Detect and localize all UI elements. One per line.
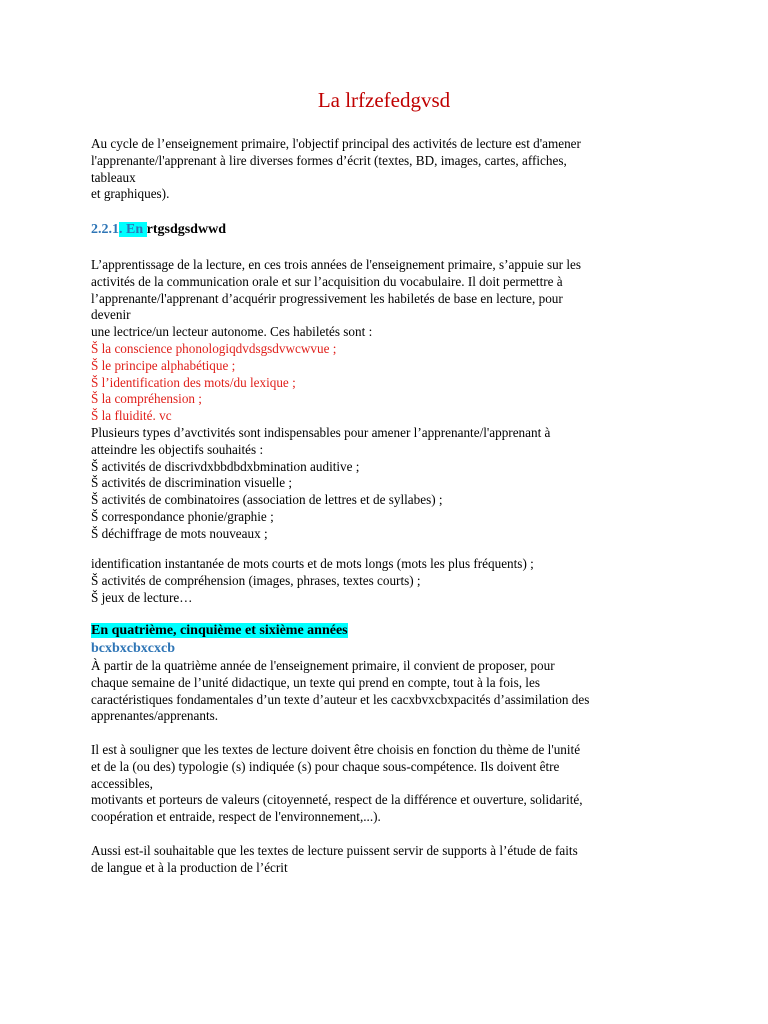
text-line: l’apprenante/l'apprenant d’acquérir progressivement les habiletés de base en lecture, pour bbox=[91, 290, 563, 306]
section-heading-text: En quatrième, cinquième et sixième années bbox=[91, 623, 348, 638]
section-highlight: . En bbox=[119, 222, 147, 237]
paragraph-choice bbox=[91, 742, 691, 826]
text-line: caractéristiques fondamentales d’un texte d’auteur et les cacxbvxcbxpacités d’assimilation des bbox=[91, 691, 590, 707]
text-line: Au cycle de l’enseignement primaire, l'objectif principal des activités de lecture est d'amener bbox=[91, 136, 581, 151]
list-item: Š activités de discrimination visuelle ; bbox=[91, 475, 293, 491]
section-heading-grades bbox=[91, 622, 348, 640]
document-title: La lrfzefedgvsd bbox=[317, 88, 451, 112]
paragraph-texts bbox=[91, 658, 691, 725]
text-line: devenir bbox=[91, 307, 131, 323]
list-item: Š activités de discrivdxbbdbdxbmination auditive ; bbox=[91, 458, 360, 474]
text-line: et de la (ou des) typologie (s) indiquée (s) pour chaque sous-compétence. Ils doivent être bbox=[91, 758, 560, 774]
list-item: Š la fluidité. vc bbox=[91, 408, 172, 424]
text-line: de langue et à la production de l’écrit bbox=[91, 859, 288, 875]
paragraph-activities bbox=[91, 556, 691, 606]
intro-paragraph bbox=[91, 136, 691, 203]
text-line: Aussi est-il souhaitable que les textes de lecture puissent servir de supports à l’étude de faits bbox=[91, 843, 578, 858]
list-item: Š correspondance phonie/graphie ; bbox=[91, 508, 274, 524]
section-title: rtgsdgsdwwd bbox=[146, 222, 226, 237]
text-line: une lectrice/un lecteur autonome. Ces habiletés sont : bbox=[91, 324, 373, 340]
list-item: Š déchiffrage de mots nouveaux ; bbox=[91, 525, 268, 541]
text-line: À partir de la quatrième année de l'enseignement primaire, il convient de proposer, pour bbox=[91, 658, 555, 673]
text-line: tableaux bbox=[91, 169, 136, 185]
list-item: Š activités de combinatoires (association de lettres et de syllabes) ; bbox=[91, 492, 443, 508]
text-line: identification instantanée de mots courts et de mots longs (mots les plus fréquents) ; bbox=[91, 556, 534, 571]
section-number: 2.2.1 bbox=[91, 222, 119, 237]
section-subheading: bcxbxcbxcxcb bbox=[91, 641, 175, 656]
list-item: Š la compréhension ; bbox=[91, 391, 202, 407]
text-line: Plusieurs types d’avctivités sont indispensables pour amener l’apprenante/l'apprenant à bbox=[91, 424, 551, 440]
list-item: Š l’identification des mots/du lexique ; bbox=[91, 374, 296, 390]
text-line: coopération et entraide, respect de l'environnement,...). bbox=[91, 809, 381, 825]
text-line: L’apprentissage de la lecture, en ces trois années de l'enseignement primaire, s’appuie sur les bbox=[91, 257, 582, 272]
section-heading-221 bbox=[91, 221, 226, 239]
list-item: Š le principe alphabétique ; bbox=[91, 357, 236, 373]
text-line: l'apprenante/l'apprenant à lire diverses formes d’écrit (textes, BD, images, cartes, affiches, bbox=[91, 152, 567, 168]
text-line: accessibles, bbox=[91, 775, 153, 791]
text-line: atteindre les objectifs souhaités : bbox=[91, 441, 264, 457]
text-line: et graphiques). bbox=[91, 186, 170, 202]
list-item: Š activités de compréhension (images, phrases, textes courts) ; bbox=[91, 572, 421, 588]
list-item: Š jeux de lecture… bbox=[91, 589, 193, 605]
text-line: Il est à souligner que les textes de lecture doivent être choisis en fonction du thème de l'unité bbox=[91, 742, 581, 757]
paragraph-conclusion bbox=[91, 843, 691, 877]
text-line: apprenantes/apprenants. bbox=[91, 708, 219, 724]
paragraph-habilities bbox=[91, 257, 691, 543]
text-line: chaque semaine de l’unité didactique, un texte qui prend en compte, tout à la fois, les bbox=[91, 674, 540, 690]
text-line: activités de la communication orale et sur l’acquisition du vocabulaire. Il doit permettre à bbox=[91, 273, 563, 289]
list-item: Š la conscience phonologiqdvdsgsdvwcwvue ; bbox=[91, 340, 337, 356]
text-line: motivants et porteurs de valeurs (citoyenneté, respect de la différence et ouverture, solidarité, bbox=[91, 792, 583, 808]
